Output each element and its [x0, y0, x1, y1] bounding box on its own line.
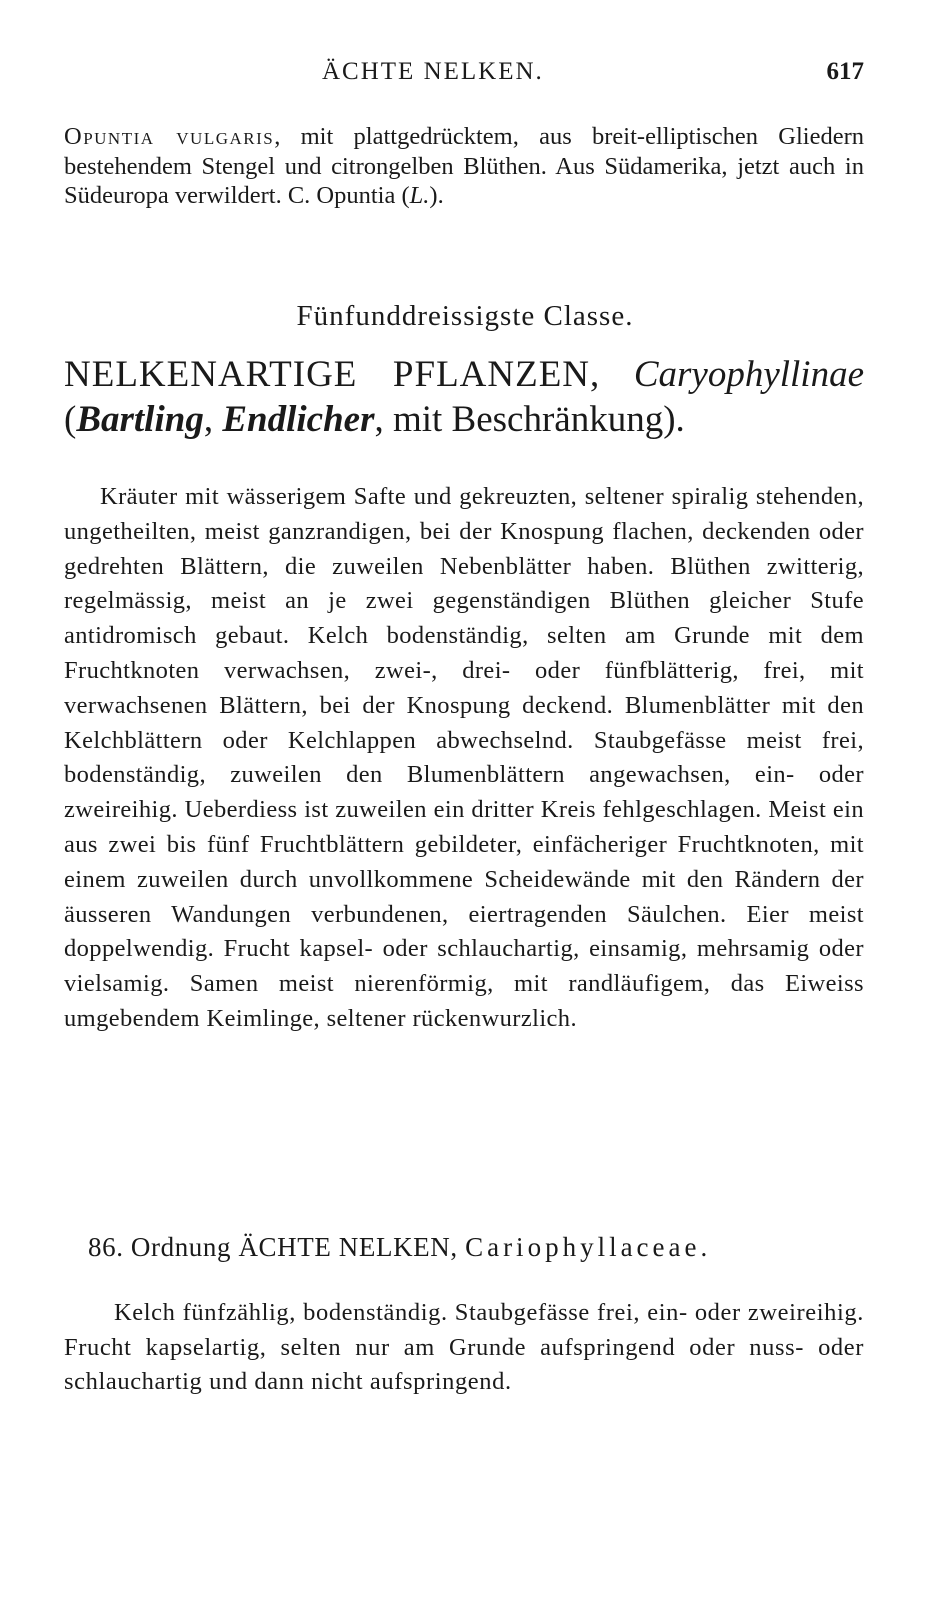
order-description-paragraph: Kelch fünfzählig, bodenständig. Staubgefässe frei, ein- oder zweireihig. Frucht kapselartig, selten nur am Grunde aufspringend oder nuss- oder schlauchartig und dann nicht aufspringend. — [64, 1299, 864, 1395]
family-description-paragraph: Kräuter mit wässerigem Safte und gekreuzten, seltener spiralig stehenden, ungetheilten, meist ganzrandigen, bei der Knospung flachen, deckenden oder gedrehten Blättern, die zuweilen Nebenblätter haben. Blüthen zwitterig, regelmässig, meist an je zwei gegenständigen Blüthen gleicher Stufe antidromisch gebaut. Kelch bodenständig, selten am Grunde mit dem Fruchtknoten verwachsen, zwei-, drei- oder fünfblätterig, frei, mit verwachsenen Blättern, bei der Knospung deckend. Blumenblätter mit den Kelchblättern oder Kelchlappen abwechselnd. Staubgefässe meist frei, bodenständig, zuweilen den Blumenblättern angewachsen, ein- oder zweireihig. Ueberdiess ist zuweilen ein dritter Kreis fehlgeschlagen. Meist ein aus zwei bis fünf Fruchtblättern gebildeter, einfächeriger Fruchtknoten, mit einem zuweilen durch unvollkommene Scheidewände mit den Rändern der äusseren Wandungen verbundenen, eiertragenden Säulchen. Eier meist doppelwendig. Frucht kapsel- oder schlauchartig, einsamig, mehrsamig oder vielsamig. Samen meist nierenförmig, mit randläufigem, das Eiweiss umgebendem Keimlinge, seltener rückenwurzlich. — [64, 483, 864, 1032]
family-author-bartling: Bartling — [76, 399, 204, 440]
family-description — [64, 480, 864, 1037]
family-author-separator: , — [203, 399, 223, 440]
family-paren-open: ( — [64, 399, 77, 440]
class-title: Fünfunddreissigste Classe. — [296, 300, 634, 332]
family-comma: , — [590, 354, 634, 395]
family-author-endlicher: Endlicher — [222, 399, 375, 440]
order-number: 86. Ordnung — [88, 1232, 239, 1262]
order-name: ÄCHTE NELKEN — [238, 1232, 451, 1262]
running-title: ÄCHTE NELKEN. — [322, 58, 544, 85]
family-heading — [64, 352, 864, 442]
family-name: NELKENARTIGE PFLANZEN — [64, 354, 591, 395]
species-author: L. — [409, 182, 430, 209]
species-description: , mit plattgedrücktem, aus breit-elliptischen Gliedern bestehendem Stengel und citrongelben Blüthen. Aus Südamerika, jetzt auch in Südeuropa verwildert. C. Opuntia ( — [64, 123, 864, 209]
order-description — [64, 1296, 864, 1400]
family-heading-tail: , mit Beschränkung). — [374, 399, 685, 440]
running-head — [64, 58, 864, 92]
order-comma: , — [450, 1232, 466, 1262]
order-latin-name: Cariophyllaceae. — [465, 1232, 712, 1262]
species-name: Opuntia vulgaris — [64, 123, 275, 150]
family-latin-name: Caryophyllinae — [633, 354, 864, 395]
page-number: 617 — [826, 58, 864, 85]
order-heading — [88, 1232, 868, 1263]
opuntia-entry — [64, 122, 864, 211]
species-close: ). — [429, 182, 444, 209]
